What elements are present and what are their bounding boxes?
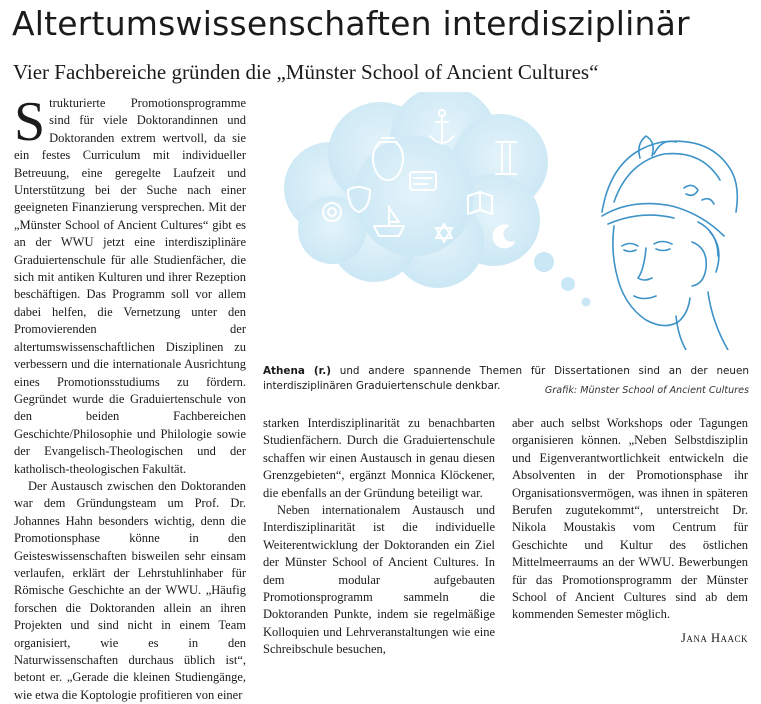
- thought-bubble: [534, 252, 554, 272]
- drop-cap: S: [14, 91, 46, 153]
- figure-credit: Grafik: Münster School of Ancient Cultures: [544, 385, 749, 396]
- paragraph-text: trukturierte Promotionsprogramme sind für viele Doktorandinnen und Doktoranden extrem wertvoll, da sie ein festes Curriculum mit individueller Betreuung, eine geregelte Laufzeit und Unterstützung bei der Suche nach einer geeigneten Finanzierung versprechen. Mit der „Münster School of Ancient Cultures“ gibt es an der WWU jetzt eine interdisziplinäre Graduiertenschule für alle Studienfächer, die sich mit antiken Kulturen und ihrer Rezeption beschäftigen. Das Programm soll vor allem dabei helfen, die Vernetzung unter den Promovierenden der altertumswissenschaftlichen Disziplinen zu verbessern und die internationale Ausrichtung eines Promotionsstudiums zu fördern. Gegründet wurde die Graduiertenschule von den beiden Fachbereichen Geschichte/Philosophie und Philologie sowie der Evangelisch-Theologischen und der katholisch-theologischen Fakultät.: [14, 96, 246, 476]
- caption-subject: Athena (r.): [263, 365, 332, 377]
- paragraph: aber auch selbst Workshops oder Tagungen organisieren können. „Neben Selbstdisziplin und Eigenverantwortlichkeit entwickeln die Absolventen in der Promotionsphase ihr Organisationsvermögen, was ihnen in späteren Berufen zugutekommt“, unterstreicht Dr. Nikola Moustakis vom Centrum für Geschichte und Kultur des östlichen Mittelmeerraums an der WWU. Bewerbungen für das Promotionsprogramm der Münster School of Ancient Cultures sind ab dem kommenden Semester möglich.: [512, 416, 748, 622]
- article-column-2: [263, 415, 495, 659]
- caption-text: und andere spannende Themen für Dissertationen sind an der neuen interdisziplinären Graduiertenschule denkbar.: [263, 365, 749, 392]
- headline: Altertumswissenschaften interdisziplinär: [12, 4, 690, 43]
- thought-bubble: [582, 298, 591, 307]
- author-byline: Jana Haack: [680, 630, 748, 645]
- paragraph: Neben internationalem Austausch und Interdisziplinarität ist die individuelle Weiterentwicklung der Doktoranden ein Ziel der Münster School of Ancient Cultures. In dem modular aufgebauten Promotionsprogramm sammeln die Doktoranden Punkte, indem sie regelmäßige Kolloquien und Lehrveranstaltungen wie eine Schreibschule besuchen,: [263, 503, 495, 657]
- subheadline: Vier Fachbereiche gründen die „Münster School of Ancient Cultures“: [13, 60, 599, 84]
- illustration-svg: [262, 92, 750, 350]
- article-column-3: [512, 415, 748, 647]
- paragraph: Der Austausch zwischen den Doktoranden war dem Gründungsteam um Prof. Dr. Johannes Hahn besonders wichtig, denn die Promotionsphase könne in den Geisteswissenschaften bisweilen sehr einsam verlaufen, erklärt der Lehrstuhlinhaber für Römische Geschichte an der WWU. „Häufig forschen die Doktoranden allein an ihren Projekten und sind nicht in einem Team organisiert, wie es in den Naturwissenschaften durchaus üblich ist“, betont er. „Gerade die kleinen Studiengänge, wie etwa die Koptologie profitieren von einer: [14, 478, 246, 702]
- thought-bubble: [561, 277, 575, 291]
- athena-thought-cloud-illustration: [262, 92, 750, 350]
- paragraph: starken Interdisziplinarität zu benachbarten Studienfächern. Durch die Graduiertenschule schaffen wir einen Austausch in genau diesen Grenzgebieten“, ergänzt Monnica Klöckener, die ebenfalls an der Gründung beteiligt war.: [263, 416, 495, 500]
- athena-head-drawing: [602, 136, 737, 350]
- paragraph: [14, 91, 246, 478]
- article-column-1: [14, 91, 246, 704]
